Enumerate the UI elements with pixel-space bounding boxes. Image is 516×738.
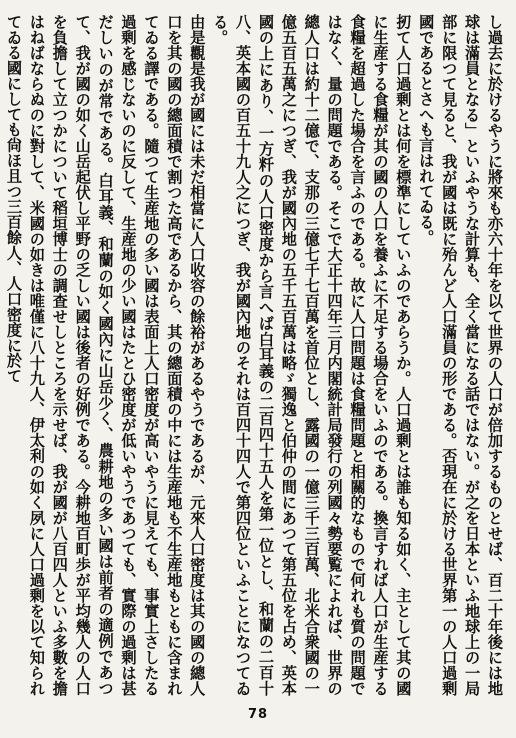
- page-number: 78: [247, 707, 269, 722]
- paragraph-2: 扨て人口過剰とは何を標準にしていふのであらうか。人口過剰とは誰も知る如く、主として其の國に生産する食糧が其の國の人口を養ふに不足する場合をいふのである。換言すれば人口が生産する食糧を超過した場合を言ふのである。故に人口問題は食糧問題と相關的なもので何れも質の問題ではなく、量の問題である。そこで大正十四年三月内閣統計局發行の列國々勢要覧によれば、世界の總人口は約十二億で、支那の三億七千七百萬を首位とし、露國の一億三千三百萬、北米合衆國の一億五百五萬之につぎ、我が國內地の五千五百萬は略ゞ獨逸と伯仲の間にあつて第五位を占め、英本國の上にあり、一方粁の人口密度から言へば白耳義の二百四十五人を第一位とし、和蘭の二百十八、英本國の百五十九人之につぎ、我が國內地のそれは百四十四人で第四位といふことになつてゐる。: [211, 14, 413, 696]
- paragraph-1: し過去に於けるやうに將來も亦六十年を以て世界の人口が倍加するものとせば、百二十年後には地球は滿員となる」といふやうな計算も、全く當になる話ではない。が之を日本といふ地球上の一局部に限つて見ると、我が國は既に殆んど人口滿員の形である。否現在に於ける世界第一の人口過剰國であるとさへも言はれてゐる。: [417, 14, 504, 696]
- vertical-body-text: [4, 14, 506, 696]
- paragraph-3: 由是觀是我が國には未だ相當に人口收容の餘裕があるやうであるが、元來人口密度は其の國の總人口を其の國の總面積で割つた高であるから、其の總面積の中には生産地も不生産地もともに含まれてゐる譯である。隨つて生産地の多い國は表面上人口密度が高いやうに見えても、事實上さしたる過剰を感じないのに反して、生産地の少い國はたとひ密度が低いやうであつても、實際の過剰は甚だしいのが常である。白耳義、和蘭の如く國內に山岳少く、農耕地の多い國は前者の適例であつて、我が國の如く山岳起伏し平野の乏しい國は後者の好例である。今耕地百町歩が平均幾人の人口を負擔して立つかについて稻垣博士の調査せしところを示せば、我が國が八百四人といふ多數を擔はねばならぬのに對して、米國の如きは唯僅に八十九人、伊太利の如く夙に人口過剰を以て知られてゐる國にしても尙ほ且つ三百餘人、人口密度に於て: [4, 14, 207, 696]
